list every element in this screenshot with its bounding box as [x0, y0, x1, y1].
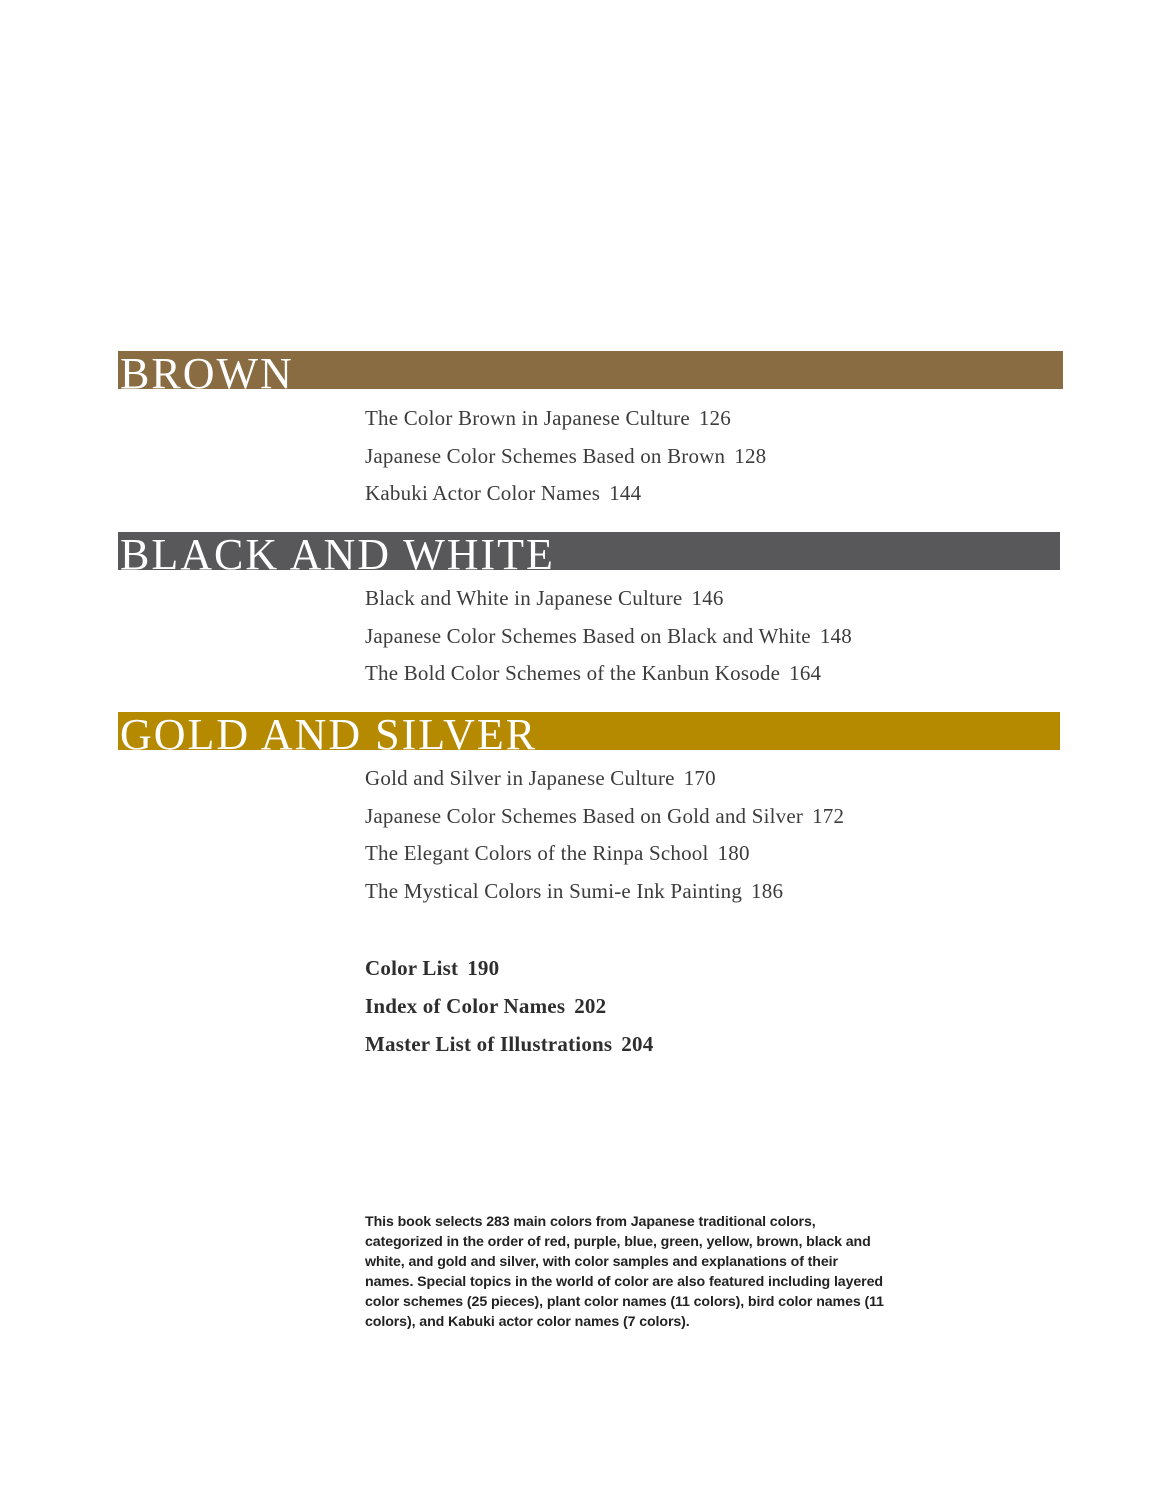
toc-entry-page: 146 [691, 586, 724, 610]
toc-entry-color-list[interactable] [365, 949, 653, 987]
toc-entry-label: Japanese Color Schemes Based on Brown [365, 443, 726, 468]
toc-entry[interactable] [365, 438, 766, 476]
toc-entry[interactable] [365, 400, 766, 438]
toc-entry-page: 164 [789, 661, 822, 685]
toc-entry-label: Gold and Silver in Japanese Culture [365, 766, 675, 790]
toc-list-back-matter [365, 949, 653, 1063]
toc-entry-label: Index of Color Names [365, 994, 566, 1018]
toc-list-brown [365, 400, 766, 513]
toc-entry-label: Color List [365, 956, 459, 980]
toc-entry[interactable] [365, 475, 766, 513]
toc-entry[interactable] [365, 798, 844, 836]
book-description: This book selects 283 main colors from Japanese traditional colors, categorized in the order of red, purple, blue, green, yellow, brown, black and white, and gold and silver, with color samples and explanations of their names. Special topics in the world of color are also featured including layered color schemes (25 pieces), plant color names (11 colors), bird color names (11 colors), and Kabuki actor color names (7 colors). [365, 1214, 884, 1330]
toc-entry-page: 190 [467, 956, 500, 980]
toc-entry-label: Kabuki Actor Color Names [365, 481, 601, 505]
section-title: BLACK AND WHITE [120, 532, 555, 570]
toc-entry-master-list-of-illustrations[interactable] [365, 1025, 653, 1063]
toc-entry-page: 202 [574, 994, 607, 1018]
toc-entry-page: 148 [819, 623, 852, 648]
toc-entry-label: Japanese Color Schemes Based on Gold and Silver [365, 803, 804, 828]
toc-entry-page: 172 [812, 803, 845, 828]
toc-entry-page: 204 [621, 1032, 654, 1056]
toc-entry[interactable] [365, 655, 852, 693]
toc-entry[interactable] [365, 760, 844, 798]
toc-list-black-and-white [365, 580, 852, 693]
section-header-black-and-white [118, 532, 1060, 570]
toc-entry-label: Black and White in Japanese Culture [365, 586, 683, 610]
toc-entry-label: The Color Brown in Japanese Culture [365, 406, 690, 430]
toc-entry-page: 180 [717, 841, 750, 865]
section-title: BROWN [120, 351, 294, 389]
section-header-brown [118, 351, 1063, 389]
toc-entry-label: Master List of Illustrations [365, 1032, 613, 1056]
section-title: GOLD AND SILVER [120, 712, 538, 750]
section-header-gold-and-silver [118, 712, 1060, 750]
toc-entry-label: Japanese Color Schemes Based on Black and White [365, 623, 811, 648]
toc-entry[interactable] [365, 618, 852, 656]
toc-entry-label: The Bold Color Schemes of the Kanbun Kosode [365, 661, 781, 685]
toc-entry-label: The Elegant Colors of the Rinpa School [365, 841, 709, 865]
toc-entry-label: The Mystical Colors in Sumi-e Ink Painting [365, 878, 743, 903]
toc-entry-page: 128 [734, 443, 767, 468]
toc-entry[interactable] [365, 873, 844, 911]
toc-list-gold-and-silver [365, 760, 844, 910]
toc-entry-page: 170 [683, 766, 716, 790]
toc-entry[interactable] [365, 580, 852, 618]
toc-entry[interactable] [365, 835, 844, 873]
toc-entry-page: 186 [751, 878, 784, 903]
toc-entry-index-of-color-names[interactable] [365, 987, 653, 1025]
toc-entry-page: 126 [698, 406, 731, 430]
toc-entry-page: 144 [609, 481, 642, 505]
